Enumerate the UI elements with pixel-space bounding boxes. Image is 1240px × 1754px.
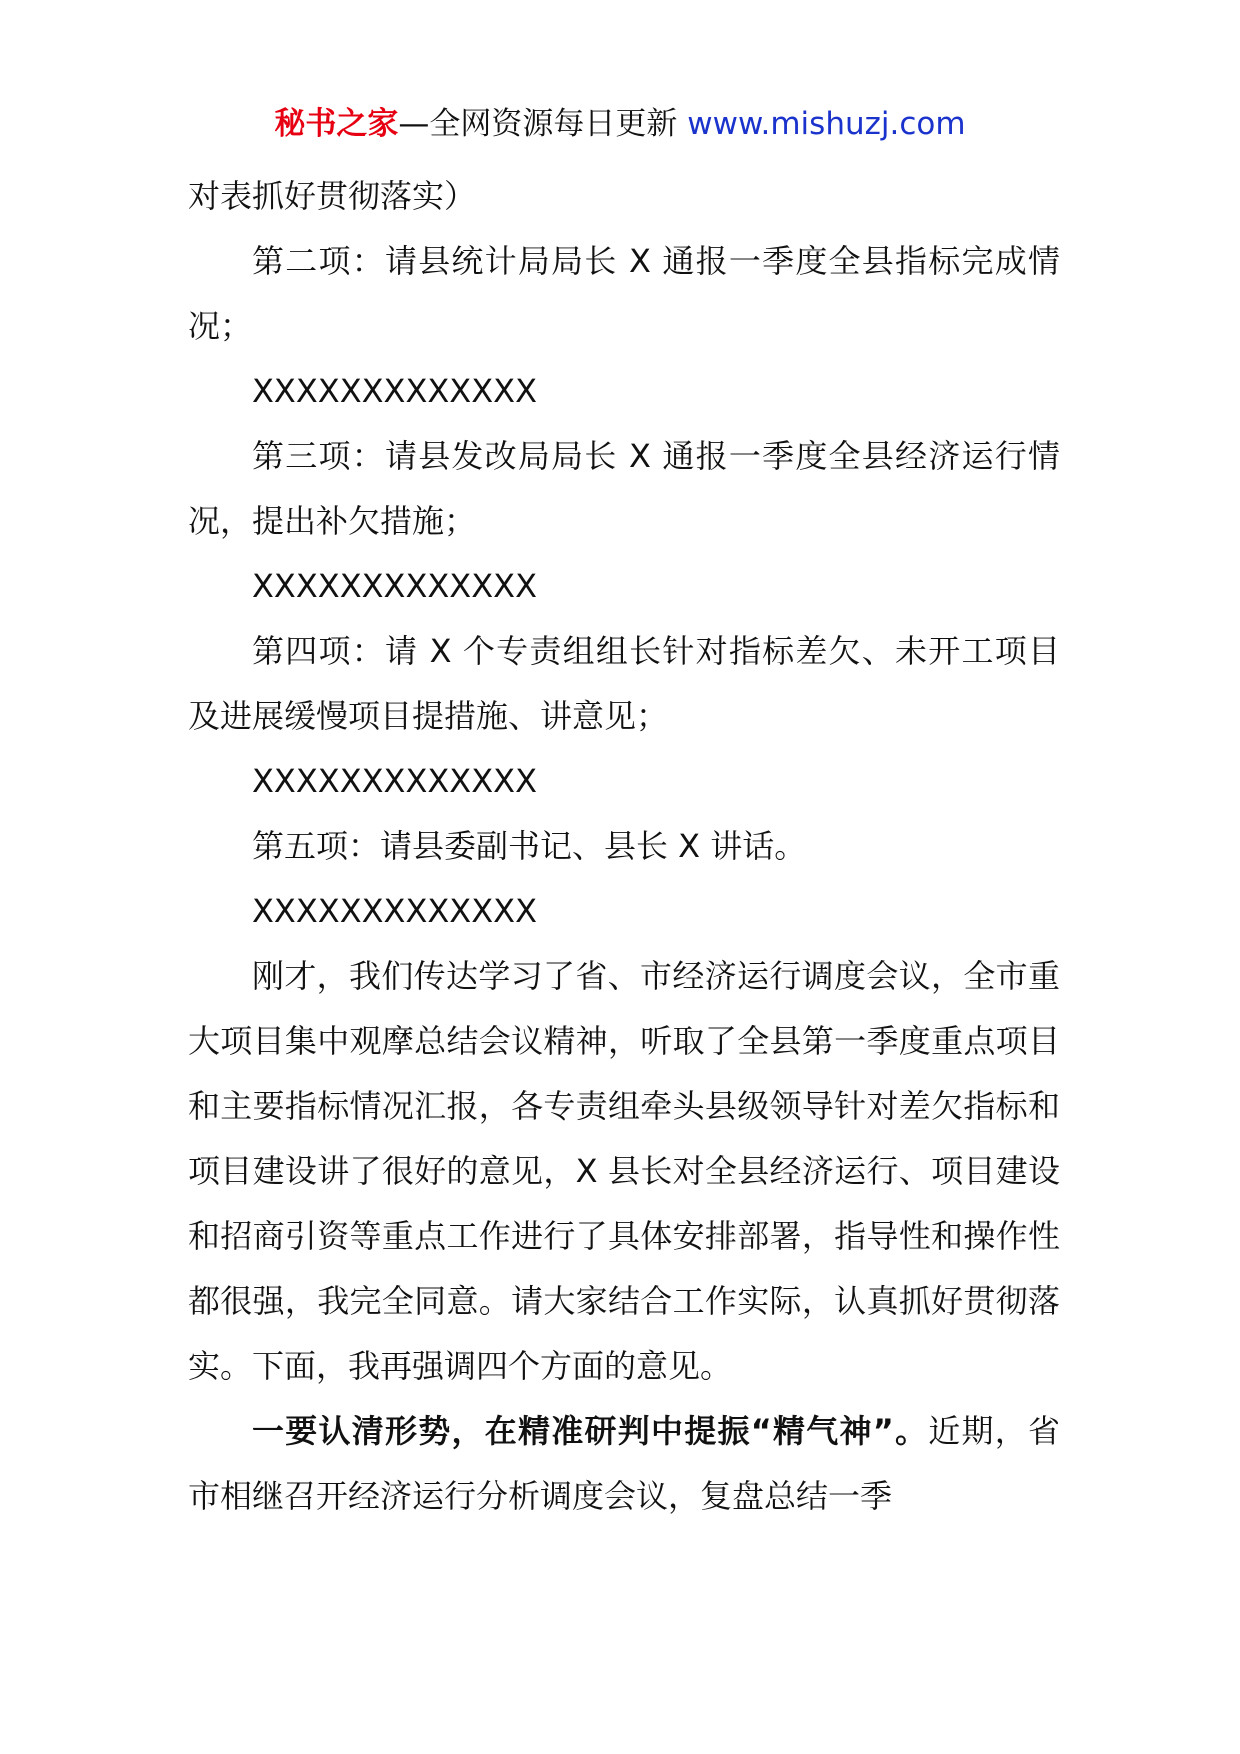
paragraph: 第三项：请县发改局局长 X 通报一季度全县经济运行情况，提出补欠措施； xyxy=(188,437,1060,540)
paragraph: 第二项：请县统计局局长 X 通报一季度全县指标完成情况； xyxy=(188,242,1060,345)
paragraph: 第四项：请 X 个专责组组长针对指标差欠、未开工项目及进展缓慢项目提措施、讲意见； xyxy=(188,632,1060,735)
placeholder-line: XXXXXXXXXXXXX xyxy=(252,762,537,800)
header-brand: 秘书之家 xyxy=(274,106,399,142)
placeholder-line: XXXXXXXXXXXXX xyxy=(252,892,537,930)
paragraph: 第五项：请县委副书记、县长 X 讲话。 xyxy=(252,827,807,865)
paragraph xyxy=(188,1399,1060,1529)
placeholder-line: XXXXXXXXXXXXX xyxy=(252,372,537,410)
placeholder-line: XXXXXXXXXXXXX xyxy=(252,567,537,605)
document-body xyxy=(188,164,1060,1529)
paragraph: 刚才，我们传达学习了省、市经济运行调度会议，全市重大项目集中观摩总结会议精神，听取了全县第一季度重点项目和主要指标情况汇报，各专责组牵头县级领导针对差欠指标和项目建设讲了很好的意见，X 县长对全县经济运行、项目建设和招商引资等重点工作进行了具体安排部署，指导性和操作性都很强，我完全同意。请大家结合工作实际，认真抓好贯彻落实。下面，我再强调四个方面的意见。 xyxy=(188,957,1060,1385)
section-heading: 一要认清形势，在精准研判中提振“精气神”。 xyxy=(252,1412,929,1450)
paragraph: 对表抓好贯彻落实） xyxy=(188,177,477,215)
header-slogan: —全网资源每日更新 xyxy=(398,106,688,142)
paragraph-text: 近期，省市相继召开经济运行分析调度会议，复盘总结一季 xyxy=(188,1412,1060,1515)
header-site-link[interactable]: www.mishuzj.com xyxy=(687,106,966,142)
page-header xyxy=(0,102,1240,146)
